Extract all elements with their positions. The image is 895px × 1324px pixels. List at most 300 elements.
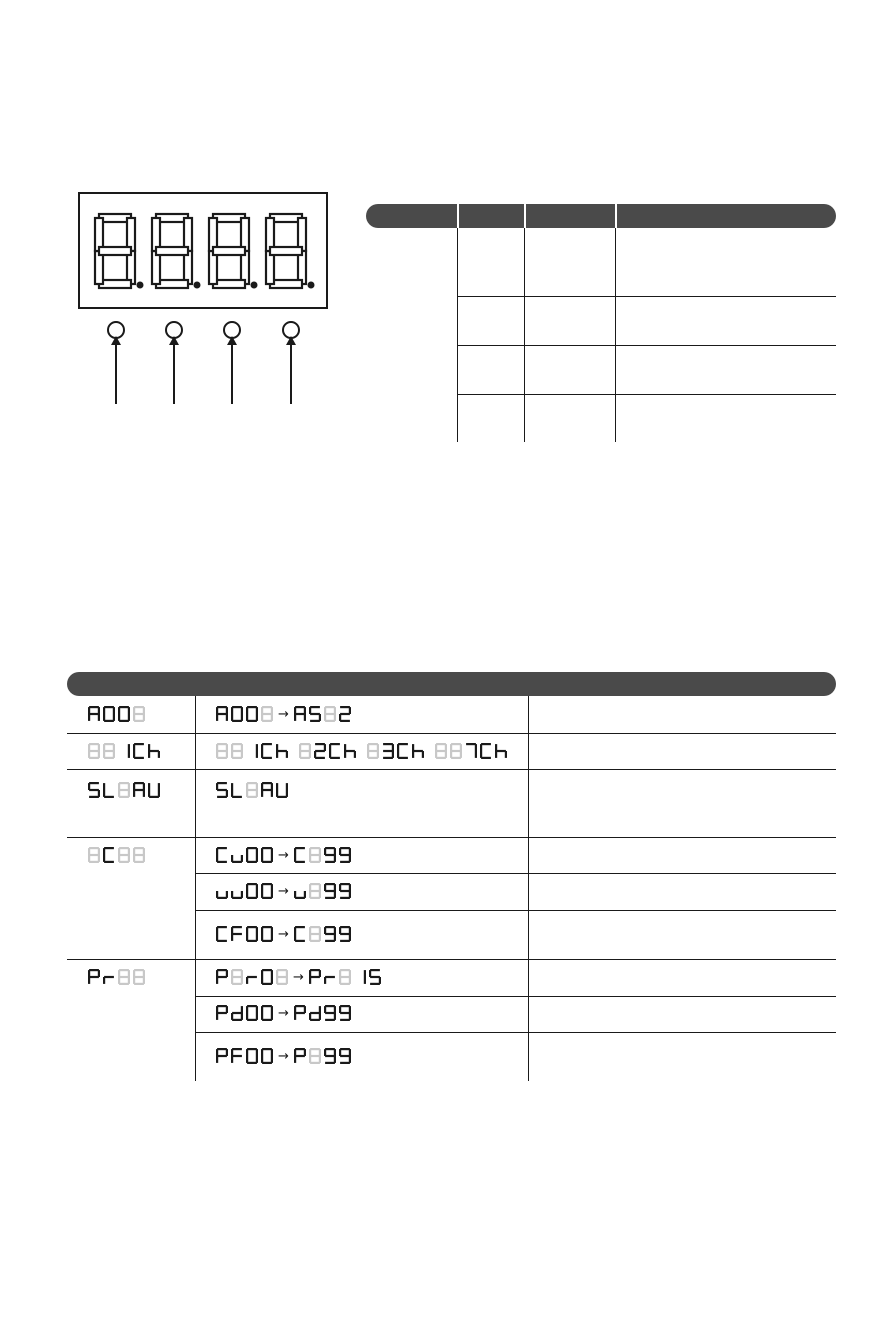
row-divider — [457, 296, 836, 297]
segment-d — [340, 897, 350, 899]
segment-digit — [412, 744, 424, 758]
segment-digit — [495, 744, 507, 758]
segment-f — [261, 848, 263, 855]
segment-digit — [88, 969, 100, 984]
segment-a — [217, 706, 227, 708]
segment-e — [246, 855, 248, 862]
segment-d — [325, 861, 335, 863]
segment-g — [217, 976, 227, 978]
segment-d — [325, 1062, 335, 1064]
segment-d — [340, 1062, 350, 1064]
segment-digit — [261, 883, 273, 899]
segment-d — [340, 983, 350, 985]
segment-a — [398, 743, 408, 745]
segment-digit — [133, 847, 145, 863]
segment-d — [340, 861, 350, 863]
segment-a — [340, 883, 350, 885]
segment-g — [89, 854, 99, 856]
segment-f — [261, 744, 263, 751]
segment-a — [134, 706, 144, 708]
segment-digit — [246, 706, 258, 722]
segment-a — [295, 1005, 305, 1007]
segment-digit — [364, 970, 366, 984]
segment-g — [119, 789, 129, 791]
row-divider — [67, 733, 836, 734]
segment-d — [217, 940, 227, 942]
segment-a — [466, 743, 476, 745]
segment-g — [345, 750, 355, 752]
row-divider — [195, 873, 836, 874]
segment-a — [295, 706, 305, 708]
segment-g — [262, 713, 272, 715]
segment-d — [277, 796, 287, 798]
segment-a — [481, 743, 491, 745]
segment-g — [325, 854, 335, 856]
display-digit — [95, 214, 144, 289]
segment-a — [247, 926, 257, 928]
segment-g — [310, 854, 320, 856]
segment-digit — [276, 783, 288, 798]
menu-option-range — [215, 924, 355, 946]
display-digit — [266, 214, 315, 289]
segment-digit — [148, 744, 160, 758]
segment-f — [261, 1006, 263, 1013]
segment-g — [277, 750, 287, 752]
segment-c — [286, 751, 288, 758]
segment-d — [232, 983, 242, 985]
segment-b — [241, 707, 243, 714]
header-divider — [457, 204, 459, 228]
segment-g — [217, 750, 227, 752]
segment-digit — [231, 891, 243, 899]
segment-e — [261, 934, 263, 941]
segment-d — [300, 757, 310, 759]
segment-b — [286, 783, 288, 790]
row-divider — [457, 394, 836, 395]
segment-digit — [231, 743, 243, 759]
segment-f — [246, 1006, 248, 1013]
segment-b — [256, 848, 258, 855]
arrow-right-icon: → — [278, 1006, 289, 1021]
segment-a — [217, 782, 227, 784]
segment-digit — [216, 969, 228, 984]
segment-f — [480, 744, 482, 751]
segment-g — [310, 933, 320, 935]
segment-d — [340, 1019, 350, 1021]
segment-e — [148, 790, 150, 797]
segment-e — [216, 891, 218, 898]
segment-digit — [246, 883, 258, 899]
segment-g — [217, 789, 227, 791]
segment-d — [398, 757, 408, 759]
segment-d — [436, 757, 446, 759]
column-divider — [195, 696, 196, 1081]
segment-d — [262, 861, 272, 863]
segment-a — [247, 883, 257, 885]
segment-e — [261, 977, 263, 984]
header-divider — [524, 204, 526, 228]
segment-digit — [309, 847, 321, 863]
segment-a — [134, 969, 144, 971]
segment-a — [340, 847, 350, 849]
segment-e — [246, 714, 248, 721]
segment-d — [247, 861, 257, 863]
segment-d — [310, 1019, 320, 1021]
menu-option-range — [215, 1003, 355, 1025]
segment-d — [330, 757, 340, 759]
segment-b — [256, 707, 258, 714]
segment-digit — [324, 847, 336, 863]
segment-g — [89, 789, 99, 791]
segment-e — [231, 714, 233, 721]
segment-digit — [231, 855, 243, 863]
segment-g — [413, 750, 423, 752]
segment-digit — [276, 969, 288, 985]
segment-digit — [324, 1005, 336, 1021]
segment-a — [262, 926, 272, 928]
segment-digit — [103, 743, 115, 759]
segment-a — [232, 1048, 242, 1050]
segment-b — [256, 884, 258, 891]
segment-d — [119, 861, 129, 863]
segment-digit — [216, 1005, 228, 1020]
segment-a — [232, 706, 242, 708]
segment-d — [262, 897, 272, 899]
segment-d — [232, 897, 242, 899]
segment-g — [325, 1055, 335, 1057]
segment-g — [496, 750, 506, 752]
segment-d — [370, 983, 380, 985]
segment-d — [310, 720, 320, 722]
row-divider — [67, 769, 836, 770]
segment-d — [310, 1062, 320, 1064]
decimal-point — [251, 282, 258, 289]
segment-digit — [344, 744, 356, 758]
segment-d — [217, 796, 227, 798]
segment-a — [310, 706, 320, 708]
segment-a — [340, 1048, 350, 1050]
segment-d — [247, 940, 257, 942]
segment-a — [325, 883, 335, 885]
segment-b — [256, 927, 258, 934]
segment-a — [340, 706, 350, 708]
segment-d — [325, 720, 335, 722]
segment-e — [294, 855, 296, 862]
segment-b — [271, 927, 273, 934]
segment-e — [397, 751, 399, 758]
row-divider — [457, 345, 836, 346]
segment-d — [325, 940, 335, 942]
segment-digit — [118, 782, 130, 798]
segment-digit — [103, 706, 115, 722]
menu-item-code — [87, 704, 149, 726]
segment-f — [246, 848, 248, 855]
arrow-right-icon: → — [278, 884, 289, 899]
segment-e — [216, 934, 218, 941]
menu-option-range — [215, 845, 355, 867]
header-divider — [615, 204, 617, 228]
segment-digit — [118, 847, 130, 863]
segment-d — [217, 861, 227, 863]
button-leader-line — [173, 344, 175, 404]
segment-f — [246, 707, 248, 714]
decimal-point — [308, 282, 315, 289]
segment-e — [261, 891, 263, 898]
segment-digit — [309, 1006, 321, 1021]
segment-d — [119, 796, 129, 798]
button-leader-line — [231, 344, 233, 404]
segment-b — [256, 1006, 258, 1013]
segment-d — [232, 1019, 242, 1021]
menu-option-range — [215, 1046, 355, 1068]
segment-d — [277, 983, 287, 985]
segment-g — [310, 1012, 320, 1014]
segment-digit — [309, 883, 321, 899]
segment-b — [271, 848, 273, 855]
segment-d — [119, 983, 129, 985]
segment-g — [232, 750, 242, 752]
segment-g — [149, 750, 159, 752]
segment-b — [271, 884, 273, 891]
segment-d — [217, 757, 227, 759]
segment-e — [246, 934, 248, 941]
segment-g — [232, 933, 242, 935]
segment-digit — [309, 969, 321, 984]
segment-g — [340, 933, 350, 935]
segment-digit — [246, 782, 258, 798]
segment-d — [247, 1019, 257, 1021]
segment-d — [104, 796, 114, 798]
segment-g — [451, 750, 461, 752]
menu-option-range — [215, 780, 292, 802]
segment-a — [310, 1048, 320, 1050]
segment-a — [383, 743, 393, 745]
segment-f — [261, 1049, 263, 1056]
segment-digit — [133, 706, 145, 722]
segment-b — [364, 970, 366, 977]
segment-g — [315, 750, 325, 752]
segment-g — [99, 247, 131, 255]
segment-digit — [148, 783, 160, 798]
menu-option-range — [215, 704, 355, 726]
segment-f — [397, 744, 399, 751]
segment-digit — [261, 782, 273, 797]
segment-d — [232, 861, 242, 863]
segment-a — [217, 926, 227, 928]
segment-d — [134, 757, 144, 759]
segment-d — [481, 757, 491, 759]
arrow-right-icon: → — [278, 848, 289, 863]
segment-a — [119, 847, 129, 849]
segment-g — [104, 750, 114, 752]
segment-a — [119, 969, 129, 971]
segment-a — [295, 926, 305, 928]
segment-digit — [324, 926, 336, 942]
segment-g — [370, 976, 380, 978]
segment-digit — [261, 1005, 273, 1021]
segment-f — [246, 1049, 248, 1056]
decimal-point — [194, 282, 201, 289]
segment-digit — [299, 743, 311, 759]
segment-e — [103, 790, 105, 797]
segment-g — [89, 713, 99, 715]
segment-a — [330, 743, 340, 745]
segment-a — [217, 1048, 227, 1050]
segment-digit — [329, 743, 340, 759]
segment-a — [262, 883, 272, 885]
segment-a — [370, 969, 380, 971]
segment-digit — [435, 743, 447, 759]
segment-digit — [231, 1048, 242, 1063]
segment-d — [232, 796, 242, 798]
segment-a — [340, 926, 350, 928]
segment-digit — [216, 1048, 228, 1063]
segment-c — [128, 751, 130, 758]
segment-g — [300, 750, 310, 752]
segment-a — [217, 847, 227, 849]
segment-digit — [324, 883, 336, 899]
segment-g — [119, 976, 129, 978]
segment-g — [325, 890, 335, 892]
segment-d — [295, 940, 305, 942]
segment-g — [156, 247, 188, 255]
segment-g — [134, 713, 144, 715]
segment-b — [128, 707, 130, 714]
segment-d — [247, 720, 257, 722]
segment-g — [340, 713, 350, 715]
segment-digit — [103, 847, 114, 863]
segment-e — [261, 855, 263, 862]
segment-d — [104, 720, 114, 722]
segment-digit — [128, 744, 130, 758]
segment-d — [310, 897, 320, 899]
segment-g — [295, 1055, 305, 1057]
segment-g — [134, 789, 144, 791]
row-divider — [195, 910, 836, 911]
segment-f — [118, 707, 120, 714]
segment-digit — [261, 847, 273, 863]
segment-f — [246, 927, 248, 934]
segment-f — [103, 783, 105, 790]
segment-digit — [480, 743, 491, 759]
segment-digit — [339, 969, 351, 985]
segment-a — [451, 743, 461, 745]
segment-digit — [397, 743, 408, 759]
segment-a — [89, 743, 99, 745]
segment-a — [310, 926, 320, 928]
segment-digit — [339, 847, 351, 863]
segment-d — [134, 983, 144, 985]
segment-e — [216, 855, 218, 862]
segment-d — [368, 757, 378, 759]
segment-d — [104, 757, 114, 759]
segment-digit — [246, 976, 257, 984]
column-divider — [457, 228, 458, 442]
segment-digit — [261, 706, 273, 722]
segment-digit — [294, 706, 306, 721]
segment-d — [89, 861, 99, 863]
segment-a — [262, 969, 272, 971]
segment-e — [246, 1056, 248, 1063]
segment-g — [134, 854, 144, 856]
segment-digit — [466, 743, 477, 758]
segment-g — [262, 789, 272, 791]
segment-a — [232, 926, 242, 928]
segment-a — [247, 706, 257, 708]
segment-e — [261, 1056, 263, 1063]
row-divider — [67, 959, 836, 960]
segment-g — [213, 247, 245, 255]
button-leader-line — [115, 344, 117, 404]
segment-g — [383, 750, 393, 752]
segment-a — [104, 743, 114, 745]
segment-e — [294, 934, 296, 941]
segment-d — [340, 940, 350, 942]
segment-e — [246, 1013, 248, 1020]
segment-c — [364, 977, 366, 984]
segment-g — [325, 976, 335, 978]
segment-digit — [103, 976, 114, 984]
segment-a — [232, 743, 242, 745]
segment-a — [134, 847, 144, 849]
segment-digit — [246, 926, 258, 942]
segment-digit — [294, 1048, 306, 1063]
segment-f — [133, 744, 135, 751]
segment-a — [89, 969, 99, 971]
segment-a — [277, 969, 287, 971]
segment-g — [232, 1055, 242, 1057]
decimal-point — [137, 282, 144, 289]
segment-g — [247, 976, 257, 978]
segment-a — [310, 969, 320, 971]
column-divider — [528, 696, 529, 1081]
segment-d — [325, 897, 335, 899]
segment-digit — [231, 1006, 243, 1021]
segment-b — [271, 1049, 273, 1056]
segment-digit — [216, 891, 228, 899]
segment-digit — [339, 1048, 351, 1064]
segment-d — [383, 757, 393, 759]
segment-digit — [216, 706, 228, 721]
segment-a — [104, 706, 114, 708]
segment-a — [247, 1048, 257, 1050]
segment-digit — [276, 744, 288, 758]
key-table-header — [366, 204, 836, 228]
segment-g — [340, 1012, 350, 1014]
segment-e — [231, 891, 233, 898]
segment-d — [340, 720, 350, 722]
segment-digit — [261, 969, 273, 985]
segment-g — [325, 1012, 335, 1014]
segment-c — [505, 751, 507, 758]
segment-d — [262, 757, 272, 759]
segment-d — [262, 1062, 272, 1064]
segment-a — [325, 926, 335, 928]
segment-f — [148, 783, 150, 790]
segment-d — [310, 861, 320, 863]
segment-a — [247, 1005, 257, 1007]
segment-e — [103, 714, 105, 721]
segment-digit — [231, 783, 242, 798]
segment-f — [261, 970, 263, 977]
segment-a — [247, 847, 257, 849]
segment-a — [325, 1048, 335, 1050]
led-digits — [80, 194, 330, 311]
segment-digit — [324, 976, 335, 984]
segment-digit — [339, 1005, 351, 1021]
segment-g — [270, 247, 302, 255]
segment-a — [262, 1005, 272, 1007]
